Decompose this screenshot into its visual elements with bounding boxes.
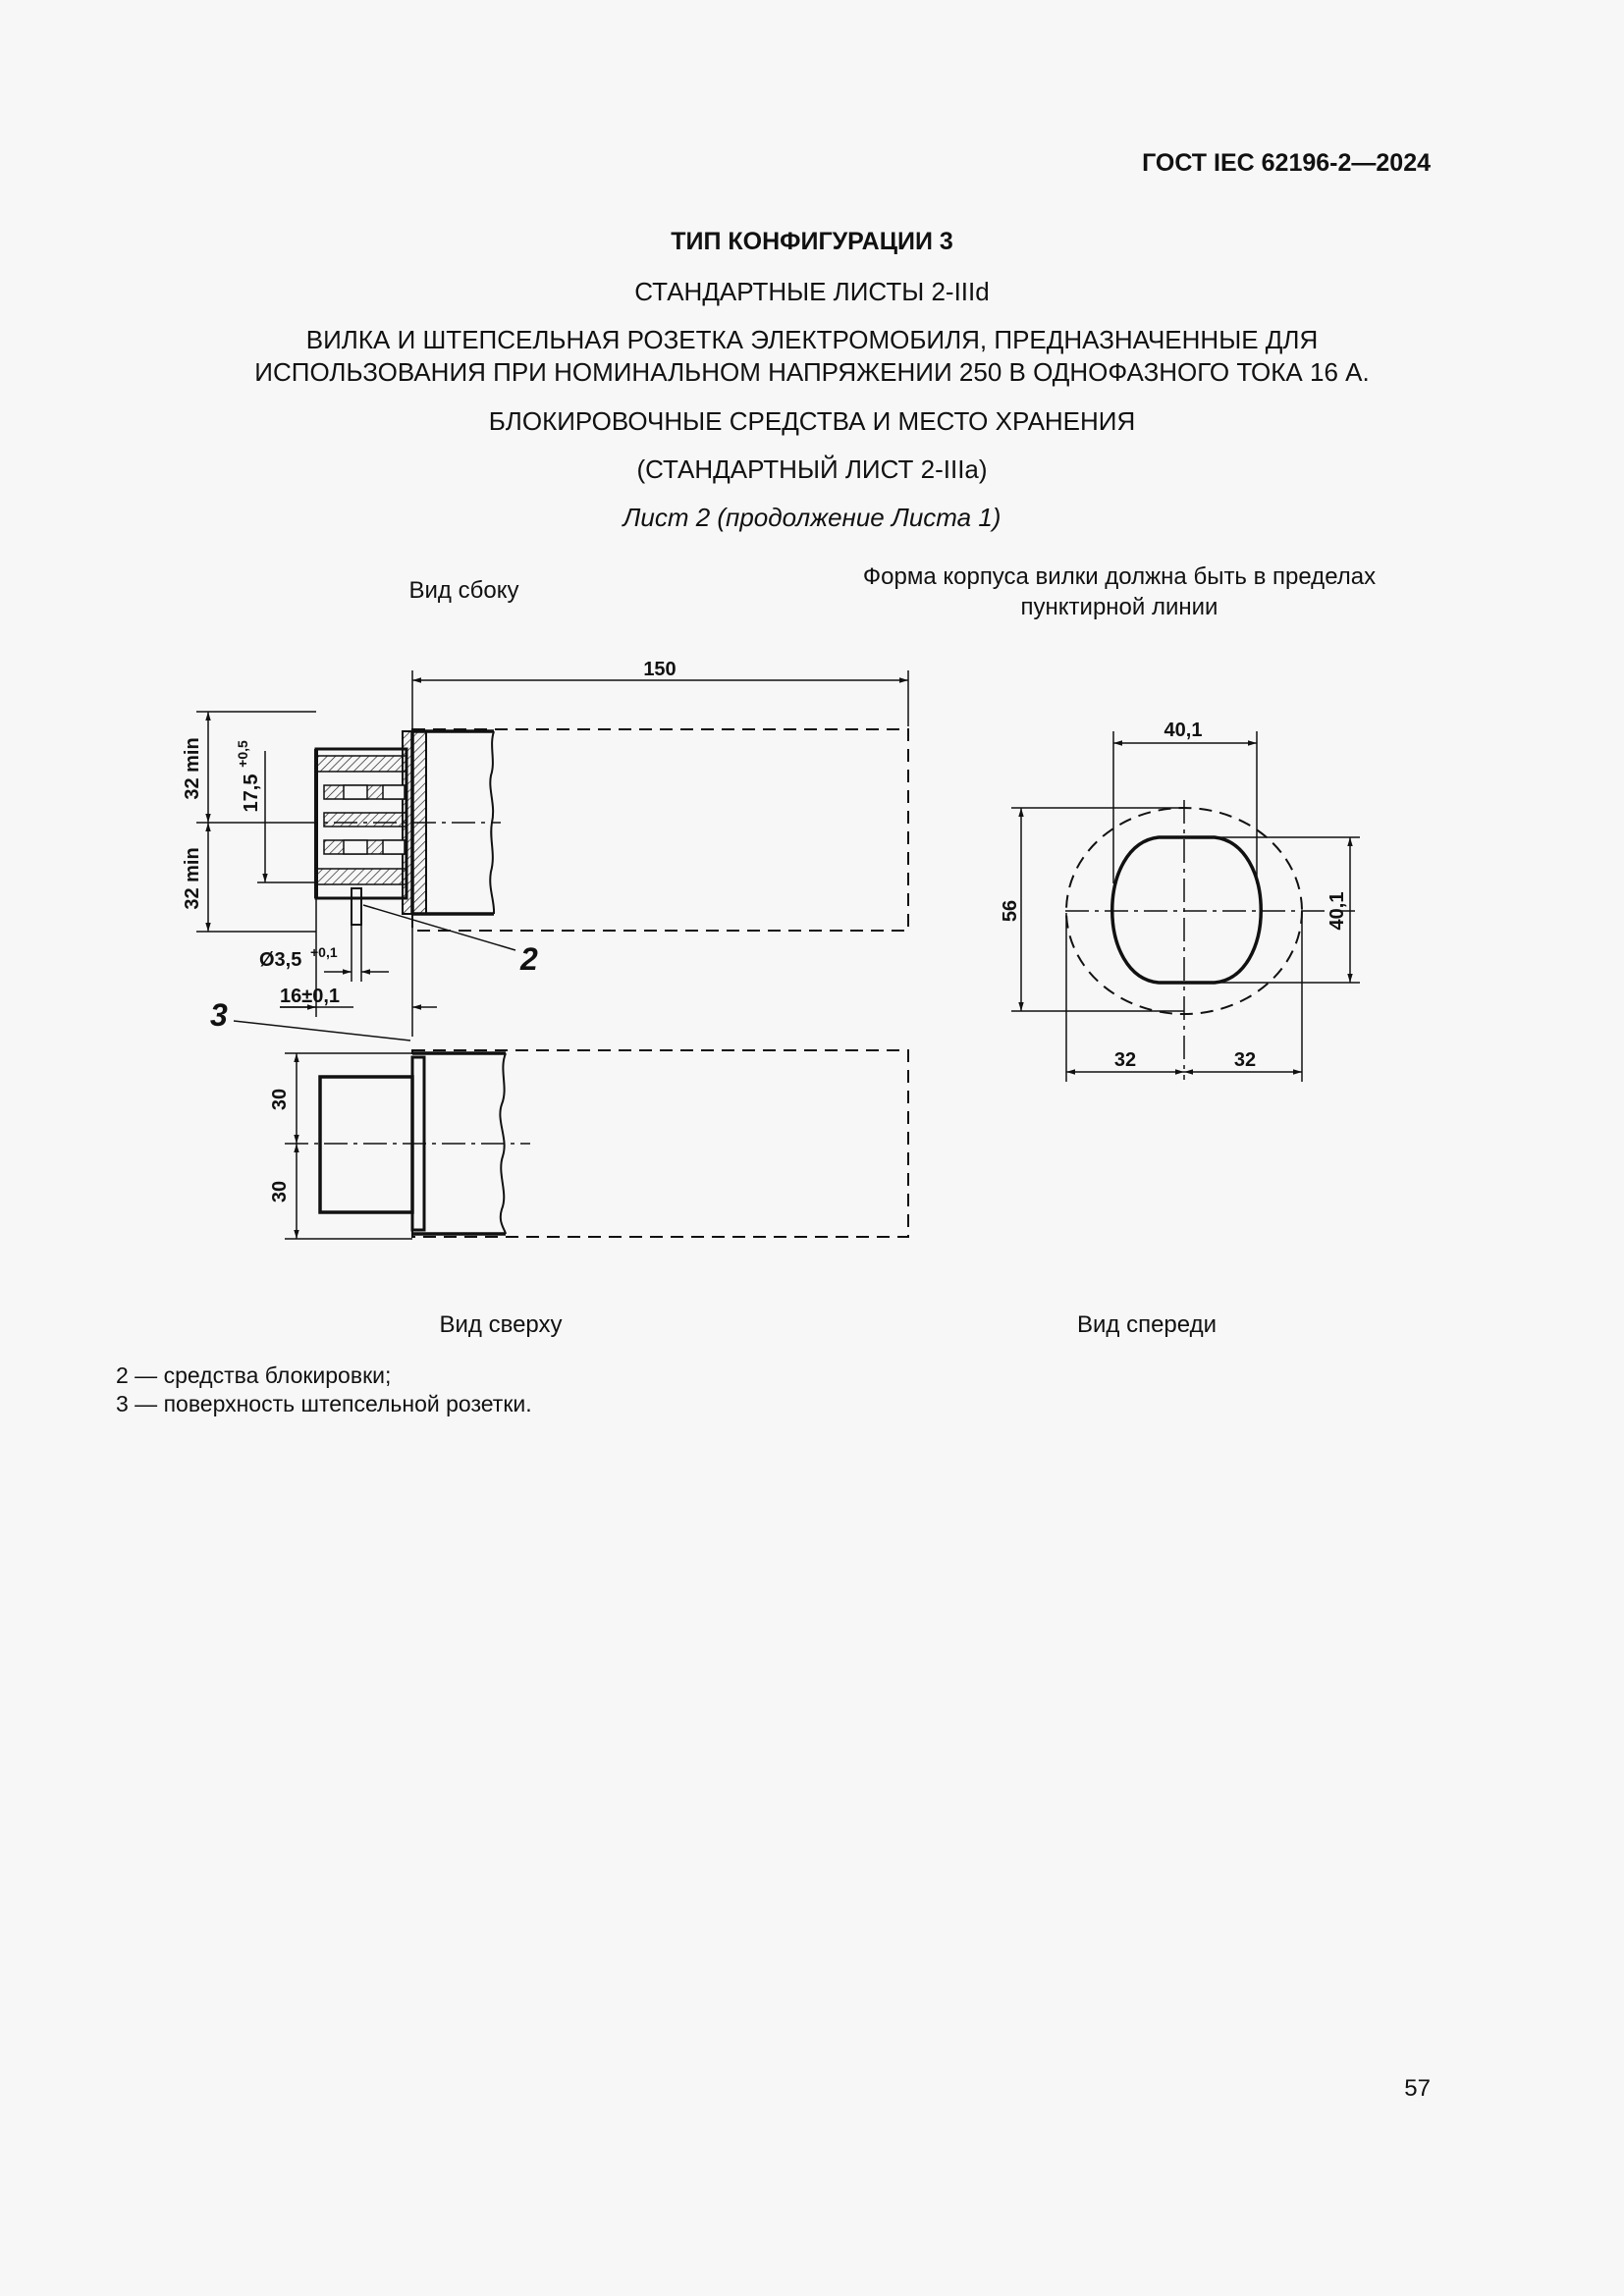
front-view-dimensions: [1000, 720, 1348, 1071]
front-view-label: Вид спереди: [1076, 1311, 1217, 1338]
leader-2: [363, 905, 515, 950]
sheets-title: СТАНДАРТНЫЕ ЛИСТЫ 2-IIId: [634, 277, 990, 306]
top-socket: [320, 1077, 412, 1212]
top-view-dimensions: [269, 1089, 291, 1202]
locking-pin: [352, 888, 361, 925]
top-view: [285, 1050, 908, 1239]
description-line-1: ВИЛКА И ШТЕПСЕЛЬНАЯ РОЗЕТКА ЭЛЕКТРОМОБИЛЯ, ПРЕДНАЗНАЧЕННЫЕ ДЛЯ: [305, 325, 1319, 354]
dim-length: 150: [643, 659, 677, 680]
dim-front-w: 40,1: [1164, 720, 1203, 741]
side-envelope: [412, 729, 908, 931]
body-note-line-1: Форма корпуса вилки должна быть в пределах: [862, 563, 1377, 590]
page-number: 57: [1404, 2075, 1431, 2102]
subtitle: БЛОКИРОВОЧНЫЕ СРЕДСТВА И МЕСТО ХРАНЕНИЯ: [488, 406, 1136, 436]
sheet-note: Лист 2 (продолжение Листа 1): [623, 503, 1001, 532]
side-view-dimensions: [182, 659, 677, 1033]
dim-pin-dia: Ø3,5: [259, 949, 302, 971]
sheet-ref: (СТАНДАРТНЫЙ ЛИСТ 2-IIIa): [636, 454, 988, 484]
leader-3: [234, 1021, 410, 1041]
dim-pin-len: 16±0,1: [280, 986, 341, 1007]
legend-item-2: 2 — средства блокировки;: [116, 1362, 392, 1388]
dim-offset-tol: +0,5: [235, 740, 250, 768]
dim-min-lower: 32 min: [182, 847, 203, 910]
callout-2: 2: [520, 941, 538, 977]
dim-min-upper: 32 min: [182, 737, 203, 800]
legend-item-3: 3 — поверхность штепсельной розетки.: [116, 1391, 532, 1416]
side-view-label: Вид сбоку: [408, 577, 519, 604]
front-shape: [1112, 837, 1262, 983]
dim-front-total: 56: [1000, 899, 1021, 923]
description-line-2: ИСПОЛЬЗОВАНИЯ ПРИ НОМИНАЛЬНОМ НАПРЯЖЕНИИ 250 В ОДНОФАЗНОГО ТОКА 16 А.: [254, 357, 1370, 387]
dim-pin-dia-tol: +0,1: [310, 944, 338, 960]
front-view: [1011, 731, 1360, 1082]
dim-front-half-l: 32: [1113, 1049, 1137, 1071]
callout-3: 3: [210, 997, 228, 1033]
dim-front-half-r: 32: [1233, 1049, 1257, 1071]
dim-offset: 17,5: [241, 774, 262, 813]
dim-front-h: 40,1: [1326, 891, 1348, 931]
standard-header: ГОСТ IEC 62196-2—2024: [1142, 149, 1431, 177]
top-view-label: Вид сверху: [439, 1311, 563, 1338]
config-type-title: ТИП КОНФИГУРАЦИИ 3: [671, 228, 953, 255]
dim-top-h2: 30: [269, 1180, 291, 1203]
dim-top-h1: 30: [269, 1088, 291, 1111]
body-note-line-2: пунктирной линии: [1020, 594, 1218, 620]
